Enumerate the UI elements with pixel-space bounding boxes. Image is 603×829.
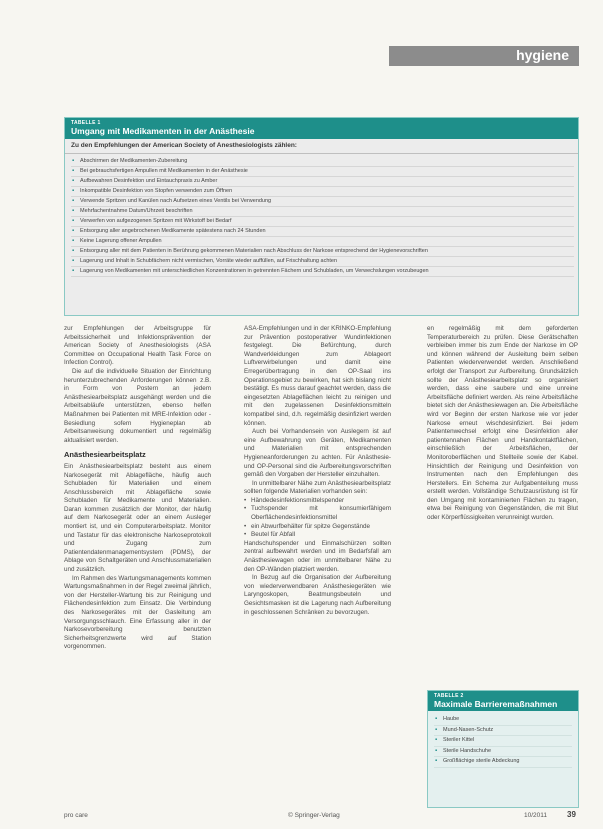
section-title: hygiene [516,47,569,63]
table-2-label: TABELLE 2 [434,693,464,699]
list-item: ▪ Lagerung von Medikamenten mit unterschiedlichen Konzentrationen in getrennten Fächern und Schubladen, um Verwechslungen vorzubeugen [71,267,574,277]
bullet-icon: ▪ [72,208,75,214]
list-item: ▪ Aufbewahren Desinfektion und Eintauchpraxis zu Amber [71,177,574,187]
table-1-subtitle: Zu den Empfehlungen der American Society of Anesthesiologists zählen: [65,139,578,154]
list-item: ▪ Mund-Nasen-Schutz [434,726,572,737]
issue-number: 10/2011 [524,812,548,819]
bullet-icon: ▪ [72,188,75,194]
list-item: ▪ Entsorgung aller angebrochenen Medikamente spätestens nach 24 Stunden [71,227,574,237]
list-item: ▪ Verwende Spritzen und Kanülen nach Aufsetzen eines Ventils bei Verwendung [71,197,574,207]
bullet-icon: ▪ [72,268,75,274]
text-column-3 [427,325,578,523]
list-item: • ein Abwurfbehälter für spitze Gegenstände [244,523,391,532]
table-2-box [427,690,579,808]
text-column-1 [64,325,211,652]
bullet-icon: ▪ [72,198,75,204]
list-item: ▪ Steriler Kittel [434,736,572,747]
bullet-icon: ▪ [72,248,75,254]
list-item: ▪ Lagerung und Inhalt in Schubfächern nicht vermischen, Vorräte wieder auffüllen, auf Frischhaltung achten [71,257,574,267]
list-item: ▪ Mehrfachentnahme Datum/Uhrzeit beschriften [71,207,574,217]
list-item: • Händedesinfektionsmittelspender [244,497,391,506]
bullet-icon: ▪ [72,158,75,164]
materials-list [244,497,391,540]
list-item: ▪ Verwerfen von aufgezogenen Spritzen mit Wirkstoff bei Bedarf [71,217,574,227]
bullet-icon: ▪ [72,218,75,224]
section-heading: Anästhesiearbeitsplatz [64,450,146,460]
bullet-icon: ▪ [72,168,75,174]
list-item: ▪ Haube [434,715,572,726]
bullet-icon: ▪ [72,238,75,244]
paragraph: Auch bei Vorhandensein von Auslegern ist auf eine Aufbewahrung von Geräten, Medikamenten und Materialien mit entsprechenden Hygieneanforderungen zu achten. Für Anästhesie- und OP-Personal sind die Aufbereitungsvorschriften gemäß den Vorgaben der Hersteller einzuhalten. [244,428,391,479]
table-1-list [65,157,578,277]
bullet-icon: ▪ [435,747,438,754]
paragraph: zur Empfehlungen der Arbeitsgruppe für Arbeitssicherheit und Infektionsprävention der American Society of Anesthesiologists (ASA Committee on Occupational Health Task Force on Infection Control). [64,325,211,367]
list-item: • Tuchspender mit konsumierfähigem Oberflächendesinfektionsmittel [244,505,391,522]
paragraph: In Bezug auf die Organisation der Aufbereitung von wiederverwendbaren Anästhesiegeräten wie Laryngoskopen, Beatmungsbeuteln und Gesichtsmasken ist die Lagerung nach Aufbereitung in geschlossenen Schränken zu bevorzugen. [244,574,391,616]
table-2-list [428,715,578,768]
list-item: ▪ Keine Lagerung offener Ampullen [71,237,574,247]
list-item: ▪ Großflächige sterile Abdeckung [434,757,572,768]
table-1-box [64,117,579,316]
text-column-2 [244,325,391,617]
paragraph: Im Rahmen des Wartungsmanagements kommen Wartungsmaßnahmen in der Regel zweimal jährlich, von der Hersteller-Wartung bis zur Reinigung und Flächendesinfektion zum Einsatz. Die Verbindung des Narkosegerätes mit der Gasleitung am Versorgungsschlauch. Eine Erfassung aller in der Narkosevorbereitung benutzten Sicherheitsgrenzwerte wird auf Station vorgenommen. [64,574,211,651]
bullet-icon: ▪ [435,737,438,743]
list-item: ▪ Entsorgung aller mit dem Patienten in Berührung gekommenen Materialien nach Abschluss der Narkose entsprechend der Hygienevorschriften [71,247,574,257]
list-item: ▪ Abschirmen der Medikamenten-Zubereitung [71,157,574,167]
table-1-header [65,118,578,139]
section-header-bar [389,46,579,66]
paragraph: Ein Anästhesiearbeitsplatz besteht aus einem Narkosegerät mit Ablagefläche, häufig auch Schubladen für Materialien und einem Anschlussbereich mit Ablagefläche sowie Schubladen für Medikamente und Materialien. Daran kommen zusätzlich der Monitor, der häufig auf dem Narkosegerät oder an einem Ausleger montiert ist, und ein Computerarbeitsplatz. Monitor und Tastatur für das elektronische Narkoseprotokoll und Zugang zum Patientendatenmanagementsystem (PDMS), der Ablage von Schaltgeräten und Anschlussmaterialien und zusätzlich. [64,462,211,574]
paragraph: In unmittelbarer Nähe zum Anästhesiearbeitsplatz sollten folgende Materialien vorhanden sein: [244,479,391,496]
bullet-icon: ▪ [435,716,438,722]
bullet-icon: ▪ [72,178,75,184]
paragraph: ASA-Empfehlungen und in der KRINKO-Empfehlung zur Prävention postoperativer Wundinfektionen festgelegt. Die Befürchtung, durch Wandverkleidungen zum Ablageort Luftverwirbelungen und damit eine Erregerübertragung in den OP-Saal ins Operationsgebiet zu bewirken, hat sich bislang nicht bestätigt. Es muss darauf geachtet werden, dass die eingesetzten Ablageflächen leicht zu reinigen und mit den zugelassenen Desinfektionsmitteln kompatibel sind, d.h. regelmäßig desinfiziert werden können. [244,325,391,427]
bullet-icon: ▪ [72,228,75,234]
list-item: ▪ Sterile Handschuhe [434,747,572,758]
bullet-icon: ▪ [435,758,438,764]
journal-name: pro care [64,812,88,819]
bullet-icon: ▪ [435,726,438,733]
table-1-title: Umgang mit Medikamenten in der Anästhesie [71,126,255,136]
paragraph: Die auf die individuelle Situation der Einrichtung herunterzubrechenden Anforderungen können z.B. in Form von Postern an jedem Anästhesiearbeitsplatz ausgehängt werden und die Arbeitsabläufe unterstützen, ebenso helfen Maßnahmen bei Patienten mit MRE-Infektion oder -Besiedlung sofern Hygieneplan ab Arbeitsanweisung dokumentiert und regelmäßig aktualisiert werden. [64,367,211,444]
page-number: 39 [567,810,576,819]
table-2-header [428,691,578,711]
publisher: © Springer-Verlag [288,812,340,819]
paragraph: en regelmäßig mit dem geforderten Temperaturbereich zu prüfen. Diese Gerätschaften verbleiben immer bis zum Ende der Narkose im OP und können während der Ausleitung beim selben Patienten wiederverwendet werden. Anschließend erfolgt der Transport zur Aufbereitung. Grundsätzlich sollte der Anästhesiearbeitsplatz so organisiert werden, dass eine saubere und eine unreine Arbeitsfläche definiert werden. Als reine Arbeitsfläche bietet sich der Anästhesiewagen an. Die Arbeitsfläche wird vor Beginn der ersten Narkose wie vor jeder Narkose erneut wischdesinfiziert. Bei jedem Patientenwechsel erfolgt eine Desinfektion aller patientennahen Flächen und Handkontaktflächen, einschließlich der Arbeitsflächen, der Monitoroberflächen und Stellteile sowie der Kabel. Hinsichtlich der Reinigung und Desinfektion von Instrumenten nach den Empfehlungen des Herstellers. Ein Schema zur Aufgabenteilung muss erstellt werden. Vollständige Schutzausrüstung ist für den Umgang mit kontaminierten Flächen zu tragen, etwa bei Reinigung von Gegenständen, die mit Blut oder Körperflüssigkeiten verunreinigt wurden. [427,325,578,522]
list-item: ▪ Bei gebrauchsfertigen Ampullen mit Medikamenten in der Anästhesie [71,167,574,177]
table-1-label: TABELLE 1 [71,120,101,126]
bullet-icon: ▪ [72,258,75,264]
table-2-title: Maximale Barrieremaßnahmen [434,699,558,709]
paragraph: Handschuhspender und Einmalschürzen sollten zentral aufbewahrt werden und im Bedarfsfall am Anästhesiewagen oder im unmittelbarer Nähe zu den OP-Wänden platziert werden. [244,539,391,573]
list-item: • Beutel für Abfall [244,531,391,540]
list-item: ▪ Inkompatible Desinfektion von Stopfen verwenden zum Öffnen [71,187,574,197]
